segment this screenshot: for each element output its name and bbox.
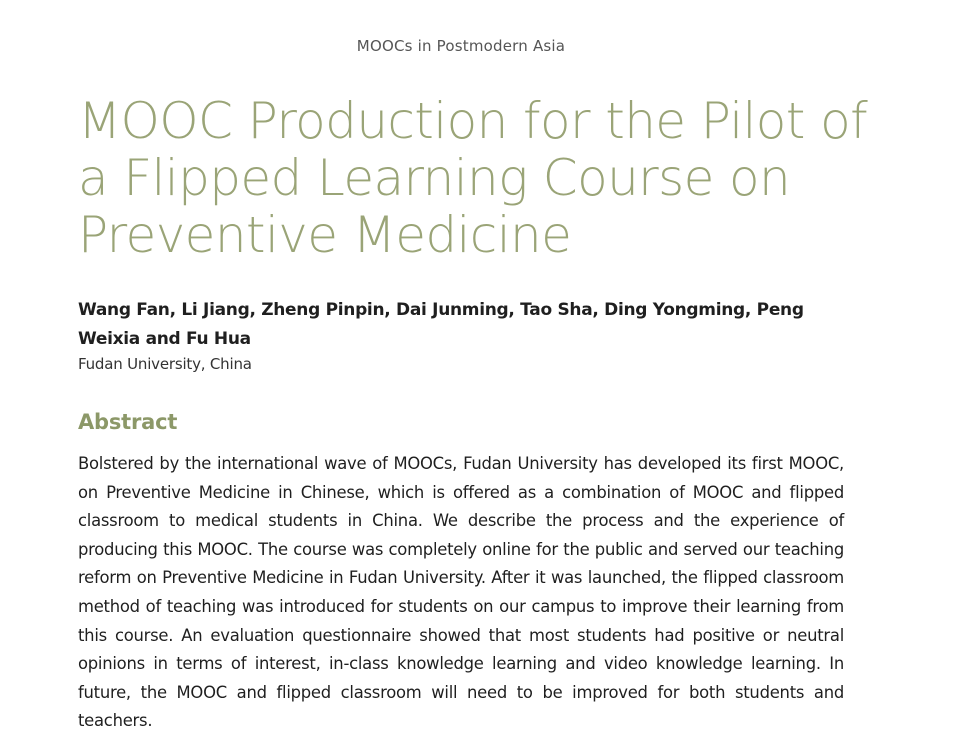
author-list: Wang Fan, Li Jiang, Zheng Pinpin, Dai Junming, Tao Sha, Ding Yongming, Peng Weixia and Fu Hua bbox=[78, 300, 804, 349]
running-header: MOOCs in Postmodern Asia bbox=[356, 37, 566, 55]
abstract-heading: Abstract bbox=[78, 410, 178, 434]
abstract-body: Bolstered by the international wave of MOOCs, Fudan University has developed its first MOOC, on Preventive Medicine in Chinese, which is offered as a combination of MOOC and flipped classroom to medical students in China. We describe the process and the experience of producing this MOOC. The course was completely online for the public and served our teaching reform on Preventive Medicine in Fudan University. After it was launched, the flipped classroom method of teaching was introduced for students on our campus to improve their learning from this course. An evaluation questionnaire showed that most students had positive or neutral opinions in terms of interest, in-class knowledge learning and video knowledge learning. In future, the MOOC and flipped classroom will need to be improved for both students and teachers. bbox=[78, 454, 844, 731]
paper-title: MOOC Production for the Pilot of a Flipped Learning Course on Preventive Medicine bbox=[78, 92, 868, 264]
author-affiliation: Fudan University, China bbox=[78, 355, 252, 373]
